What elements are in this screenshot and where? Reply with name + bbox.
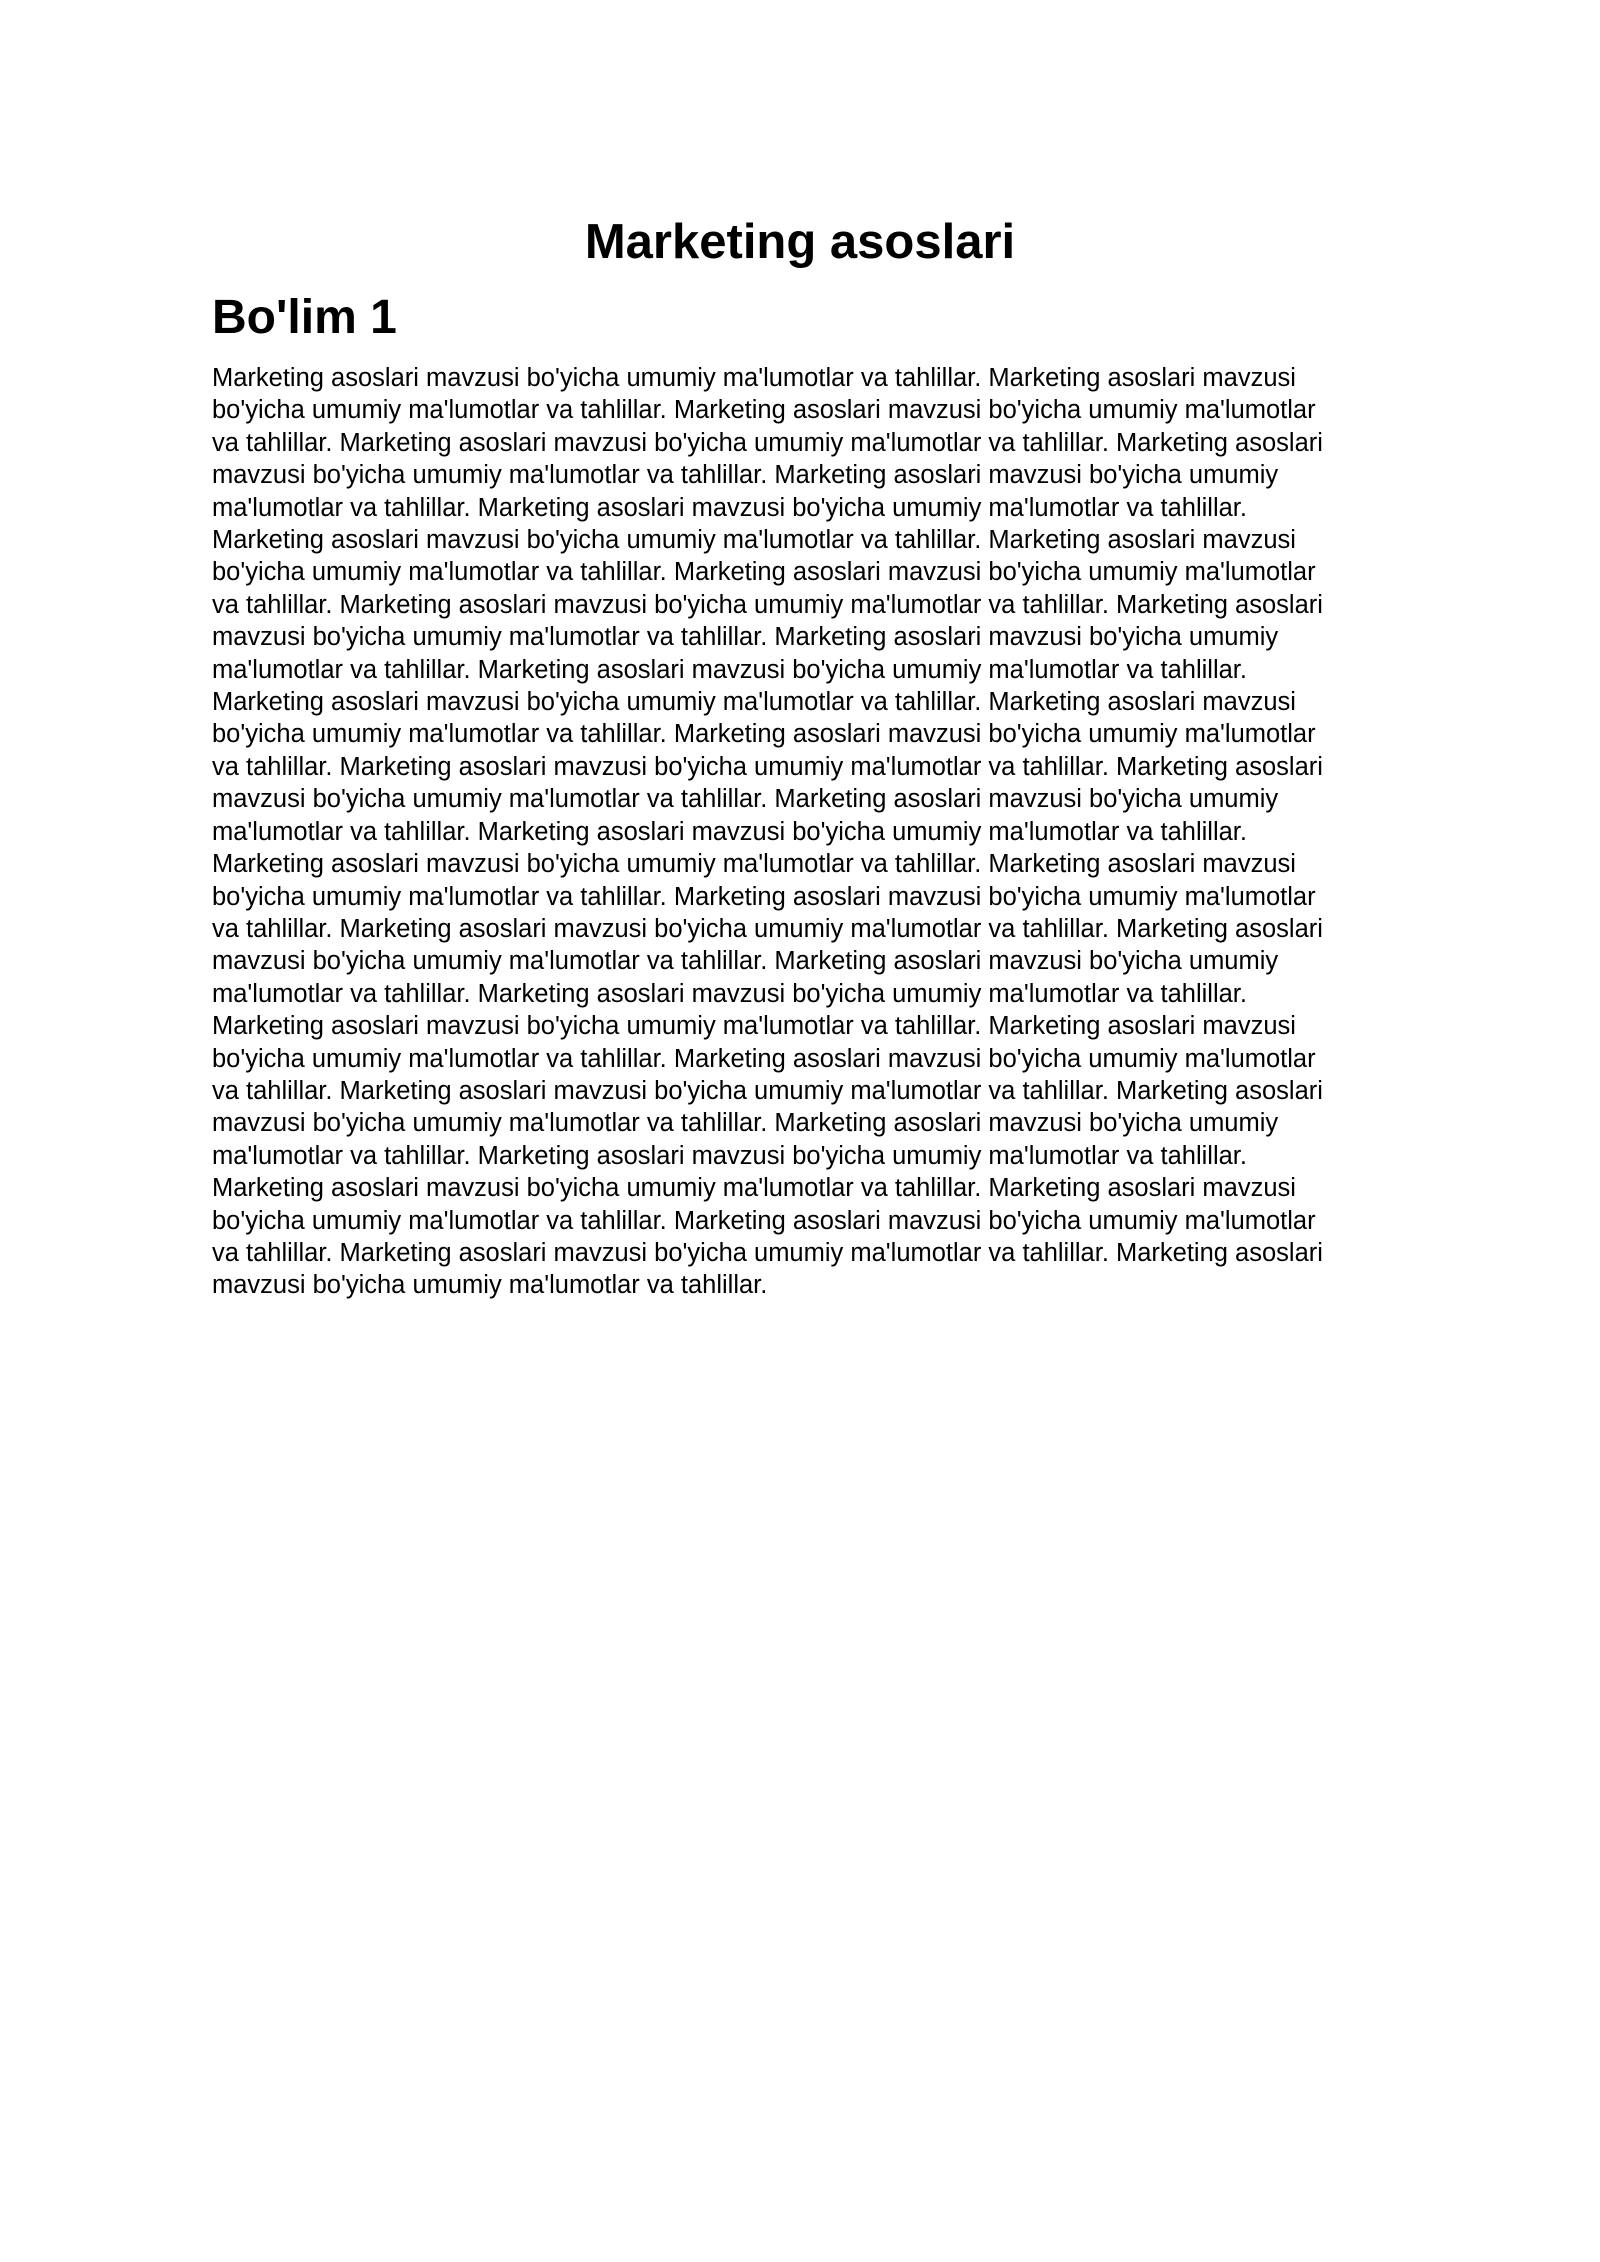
paragraph-line: va tahlillar. Marketing asoslari mavzusi bo'yicha umumiy ma'lumotlar va tahlillar. Marketing asoslari [212,752,1323,781]
paragraph-line: bo'yicha umumiy ma'lumotlar va tahlillar. Marketing asoslari mavzusi bo'yicha umumiy ma'lumotlar [212,396,1316,425]
paragraph-line: ma'lumotlar va tahlillar. Marketing asoslari mavzusi bo'yicha umumiy ma'lumotlar va tahlillar. [212,979,1247,1008]
paragraph-line: mavzusi bo'yicha umumiy ma'lumotlar va tahlillar. Marketing asoslari mavzusi bo'yicha umumiy [212,947,1279,976]
paragraph-line: bo'yicha umumiy ma'lumotlar va tahlillar. Marketing asoslari mavzusi bo'yicha umumiy ma'lumotlar [212,558,1316,587]
paragraph-line: va tahlillar. Marketing asoslari mavzusi bo'yicha umumiy ma'lumotlar va tahlillar. Marketing asoslari [212,1238,1323,1267]
paragraph-line: Marketing asoslari mavzusi bo'yicha umumiy ma'lumotlar va tahlillar. Marketing asoslari mavzusi [212,688,1296,717]
paragraph-line: Marketing asoslari mavzusi bo'yicha umumiy ma'lumotlar va tahlillar. Marketing asoslari mavzusi [212,364,1296,392]
paragraph-line: mavzusi bo'yicha umumiy ma'lumotlar va tahlillar. Marketing asoslari mavzusi bo'yicha umumiy [212,785,1279,814]
paragraph-line: va tahlillar. Marketing asoslari mavzusi bo'yicha umumiy ma'lumotlar va tahlillar. Marketing asoslari [212,914,1323,943]
paragraph-line: Marketing asoslari mavzusi bo'yicha umumiy ma'lumotlar va tahlillar. Marketing asoslari mavzusi [212,850,1296,879]
paragraph-line: ma'lumotlar va tahlillar. Marketing asoslari mavzusi bo'yicha umumiy ma'lumotlar va tahlillar. [212,655,1247,684]
paragraph-line: ma'lumotlar va tahlillar. Marketing asoslari mavzusi bo'yicha umumiy ma'lumotlar va tahlillar. [212,493,1247,522]
paragraph-line: va tahlillar. Marketing asoslari mavzusi bo'yicha umumiy ma'lumotlar va tahlillar. Marketing asoslari [212,590,1323,619]
paragraph-line: Marketing asoslari mavzusi bo'yicha umumiy ma'lumotlar va tahlillar. Marketing asoslari mavzusi [212,526,1296,555]
paragraph-line: ma'lumotlar va tahlillar. Marketing asoslari mavzusi bo'yicha umumiy ma'lumotlar va tahlillar. [212,1141,1247,1170]
paragraph-line: bo'yicha umumiy ma'lumotlar va tahlillar. Marketing asoslari mavzusi bo'yicha umumiy ma'lumotlar [212,1206,1316,1235]
paragraph-line: va tahlillar. Marketing asoslari mavzusi bo'yicha umumiy ma'lumotlar va tahlillar. Marketing asoslari [212,428,1323,457]
paragraph-line: bo'yicha umumiy ma'lumotlar va tahlillar. Marketing asoslari mavzusi bo'yicha umumiy ma'lumotlar [212,1044,1316,1073]
paragraph-line: mavzusi bo'yicha umumiy ma'lumotlar va tahlillar. [212,1271,768,1300]
paragraph-line: mavzusi bo'yicha umumiy ma'lumotlar va tahlillar. Marketing asoslari mavzusi bo'yicha umumiy [212,623,1279,652]
paragraph-line: mavzusi bo'yicha umumiy ma'lumotlar va tahlillar. Marketing asoslari mavzusi bo'yicha umumiy [212,461,1279,490]
document-title: Marketing asoslari [584,215,1016,269]
section-heading: Bo'lim 1 [212,291,397,344]
paragraph-line: va tahlillar. Marketing asoslari mavzusi bo'yicha umumiy ma'lumotlar va tahlillar. Marketing asoslari [212,1076,1323,1105]
paragraph-line: Marketing asoslari mavzusi bo'yicha umumiy ma'lumotlar va tahlillar. Marketing asoslari mavzusi [212,1012,1296,1041]
paragraph-line: bo'yicha umumiy ma'lumotlar va tahlillar. Marketing asoslari mavzusi bo'yicha umumiy ma'lumotlar [212,882,1316,911]
paragraph-line: Marketing asoslari mavzusi bo'yicha umumiy ma'lumotlar va tahlillar. Marketing asoslari mavzusi [212,1174,1296,1203]
paragraph-line: bo'yicha umumiy ma'lumotlar va tahlillar. Marketing asoslari mavzusi bo'yicha umumiy ma'lumotlar [212,720,1316,749]
paragraph-line: mavzusi bo'yicha umumiy ma'lumotlar va tahlillar. Marketing asoslari mavzusi bo'yicha umumiy [212,1109,1279,1138]
paragraph-line: ma'lumotlar va tahlillar. Marketing asoslari mavzusi bo'yicha umumiy ma'lumotlar va tahlillar. [212,817,1247,846]
body-paragraph [212,362,1402,1302]
